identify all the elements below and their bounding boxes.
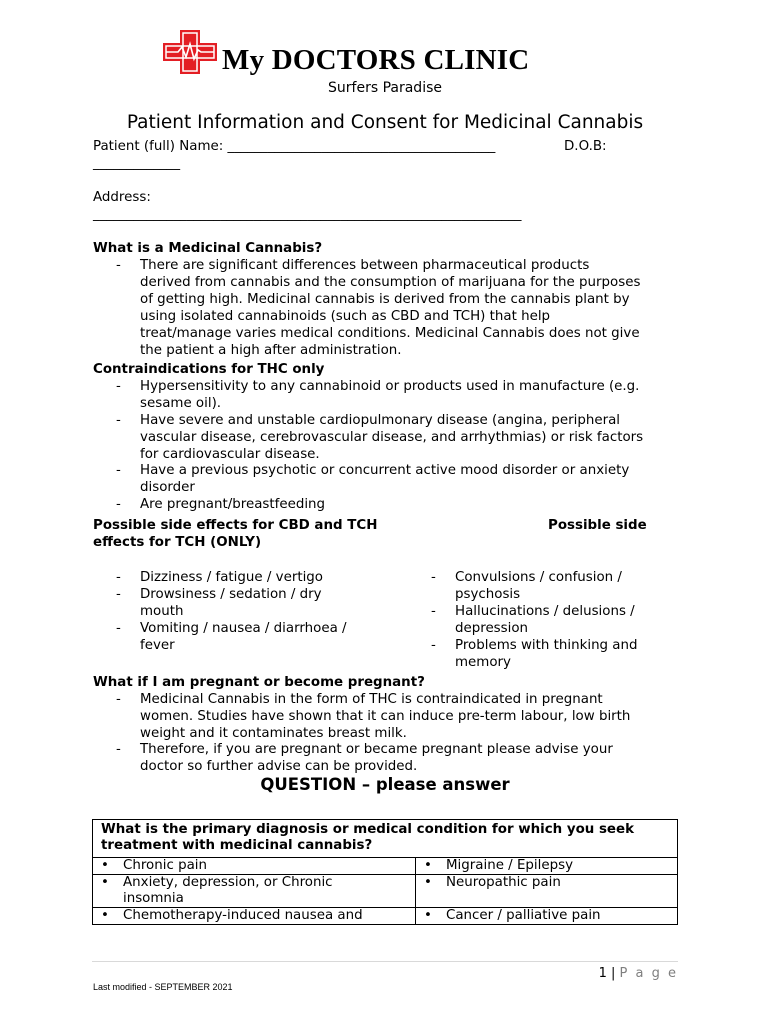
list-item (140, 257, 680, 359)
list-dash: - (116, 570, 121, 585)
answer-option-chronic-pain[interactable] (93, 858, 416, 875)
list-item (455, 603, 635, 637)
list-dash: - (116, 258, 121, 273)
question-text-line: What is the primary diagnosis or medical condition for which you seek (101, 822, 634, 837)
list-item-line: memory (455, 655, 511, 670)
question-text-line: treatment with medicinal cannabis? (101, 838, 373, 853)
list-item (140, 586, 322, 620)
page-number (599, 966, 678, 981)
side-effects-heading-line1: Possible side effects for CBD and TCH (93, 518, 378, 533)
clinic-name: My DOCTORS CLINIC (222, 44, 530, 76)
list-item-line: the patient a high after administration. (140, 343, 402, 358)
list-dash: - (116, 621, 121, 636)
option-label: Cancer / palliative pain (446, 908, 601, 923)
list-dash: - (116, 413, 121, 428)
question-title: QUESTION – please answer (260, 775, 510, 794)
list-dash: - (116, 497, 121, 512)
page-number-value: 1 (598, 966, 607, 981)
list-item-line: fever (140, 638, 175, 653)
bullet-icon: • (101, 875, 109, 890)
answer-option-cancer-palliative-pain[interactable] (416, 908, 678, 925)
list-item (455, 637, 638, 671)
answer-option-neuropathic-pain[interactable] (416, 875, 678, 908)
list-dash: - (116, 379, 121, 394)
list-item-line: psychosis (455, 587, 521, 602)
bullet-icon: • (101, 908, 109, 923)
list-item (140, 741, 680, 775)
question-text (93, 820, 678, 858)
list-item (140, 412, 680, 463)
list-item-line: Hallucinations / delusions / (455, 604, 635, 619)
patient-name-line: ________________________________________ (227, 139, 496, 154)
list-item-line: Vomiting / nausea / diarrhoea / (140, 621, 347, 636)
list-dash: - (431, 638, 436, 653)
list-item-line: mouth (140, 604, 184, 619)
list-item (140, 378, 680, 412)
list-item-line: Convulsions / confusion / (455, 570, 622, 585)
answer-option-chemotherapy-nausea[interactable] (93, 908, 416, 925)
clinic-location: Surfers Paradise (328, 80, 442, 96)
diagnosis-question-table (92, 819, 678, 925)
bullet-icon: • (424, 875, 432, 890)
dob-line: _____________ (93, 156, 181, 171)
list-item-line: There are significant differences between pharmaceutical products (140, 258, 590, 273)
bullet-icon: • (424, 858, 432, 873)
option-label: Anxiety, depression, or Chronic (123, 875, 333, 890)
document-title: Patient Information and Consent for Medicinal Cannabis (126, 112, 644, 133)
list-item-line: derived from cannabis and the consumption of marijuana for the purposes (140, 275, 641, 290)
option-label: Chemotherapy-induced nausea and (123, 908, 363, 923)
section-heading-contraindications: Contraindications for THC only (93, 362, 325, 377)
option-label: Neuropathic pain (446, 875, 561, 890)
list-item-line: Drowsiness / sedation / dry (140, 587, 322, 602)
list-dash: - (116, 742, 121, 757)
list-dash: - (116, 587, 121, 602)
list-item-line: women. Studies have shown that it can induce pre-term labour, low birth (140, 709, 631, 724)
list-dash: - (116, 692, 121, 707)
address-label: Address: (93, 190, 151, 205)
list-item-line: sesame oil). (140, 396, 222, 411)
list-item-line: treat/manage varies medical conditions. Medicinal Cannabis does not give (140, 326, 640, 341)
patient-name-label: Patient (full) Name: (93, 139, 224, 154)
patient-name-field (93, 138, 495, 155)
list-item-line: weight and it contaminates breast milk. (140, 726, 407, 741)
option-label: Chronic pain (123, 858, 207, 873)
section-heading-what: What is a Medicinal Cannabis? (93, 241, 323, 256)
option-label: Migraine / Epilepsy (446, 858, 573, 873)
page-number-separator: | (611, 966, 616, 981)
address-line: ________________________________________________________________ (93, 207, 522, 222)
list-dash: - (431, 604, 436, 619)
side-effects-heading-right: Possible side (548, 518, 647, 533)
answer-option-anxiety-depression-insomnia[interactable] (93, 875, 416, 908)
list-item-line: using isolated cannabinoids (such as CBD and TCH) that help (140, 309, 551, 324)
list-dash: - (431, 570, 436, 585)
list-item-line: Hypersensitivity to any cannabinoid or products used in manufacture (e.g. (140, 379, 640, 394)
list-item (140, 462, 680, 496)
list-item-line: Dizziness / fatigue / vertigo (140, 570, 323, 585)
list-item-line: Are pregnant/breastfeeding (140, 497, 326, 512)
footer-divider (92, 961, 678, 962)
page-label: P a g e (619, 966, 678, 981)
list-item-line: of getting high. Medicinal cannabis is derived from the cannabis plant by (140, 292, 630, 307)
list-item-line: Have severe and unstable cardiopulmonary disease (angina, peripheral (140, 413, 620, 428)
list-item (455, 569, 622, 603)
list-item-line: doctor so further advise can be provided. (140, 759, 418, 774)
list-item-line: vascular disease, cerebrovascular disease, and arrhythmias) or risk factors (140, 430, 644, 445)
list-item-line: Therefore, if you are pregnant or became pregnant please advise your (140, 742, 613, 757)
bullet-icon: • (424, 908, 432, 923)
list-item-line: Medicinal Cannabis in the form of THC is contraindicated in pregnant (140, 692, 603, 707)
side-effects-heading-line2: effects for TCH (ONLY) (93, 535, 262, 550)
list-item (140, 620, 347, 654)
bullet-icon: • (101, 858, 109, 873)
list-item (140, 496, 680, 513)
list-item-line: Have a previous psychotic or concurrent active mood disorder or anxiety (140, 463, 630, 478)
list-dash: - (116, 463, 121, 478)
list-item-line: for cardiovascular disease. (140, 447, 320, 462)
answer-option-migraine-epilepsy[interactable] (416, 858, 678, 875)
list-item-line: disorder (140, 480, 195, 495)
list-item-line: depression (455, 621, 529, 636)
list-item (140, 569, 323, 586)
dob-label: D.O.B: (564, 139, 607, 154)
red-cross-heartbeat-icon (163, 30, 217, 74)
option-label: insomnia (123, 891, 184, 906)
section-heading-pregnant: What if I am pregnant or become pregnant? (93, 675, 425, 690)
list-item-line: Problems with thinking and (455, 638, 638, 653)
list-item (140, 691, 680, 742)
last-modified: Last modified - SEPTEMBER 2021 (93, 982, 233, 992)
